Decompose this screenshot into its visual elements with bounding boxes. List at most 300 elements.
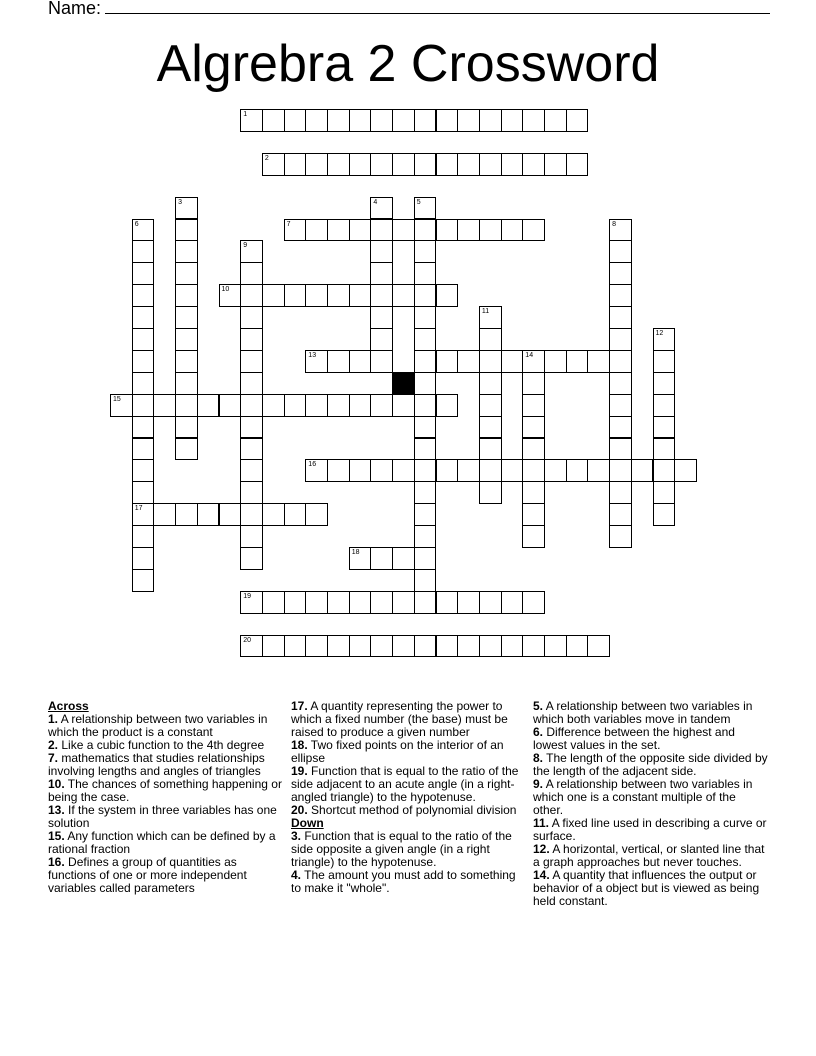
crossword-cell[interactable] xyxy=(479,394,502,417)
crossword-cell[interactable] xyxy=(544,350,567,373)
crossword-cell[interactable] xyxy=(609,416,632,439)
down-clue-list xyxy=(291,830,526,895)
crossword-cell[interactable] xyxy=(132,240,155,263)
crossword-cell[interactable] xyxy=(436,591,459,614)
clue-number: 18 xyxy=(351,549,360,556)
crossword-cell[interactable] xyxy=(153,503,176,526)
clue-text: mathematics that studies relationships involving lengths and angles of triangles xyxy=(48,751,265,778)
crossword-cell[interactable] xyxy=(609,240,632,263)
crossword-cell[interactable] xyxy=(262,394,285,417)
crossword-cell[interactable] xyxy=(414,153,437,176)
crossword-cell[interactable] xyxy=(414,219,437,242)
crossword-cell[interactable] xyxy=(175,240,198,263)
crossword-cell[interactable] xyxy=(414,394,437,417)
crossword-cell[interactable] xyxy=(370,240,393,263)
crossword-cell[interactable] xyxy=(327,459,350,482)
crossword-cell[interactable] xyxy=(457,350,480,373)
crossword-cell[interactable] xyxy=(609,459,632,482)
crossword-cell[interactable] xyxy=(132,394,155,417)
crossword-cell[interactable] xyxy=(414,284,437,307)
crossword-cell[interactable] xyxy=(370,591,393,614)
page-title: Algrebra 2 Crossword xyxy=(156,35,660,93)
crossword-cell[interactable] xyxy=(457,459,480,482)
crossword-cell[interactable] xyxy=(240,350,263,373)
crossword-cell[interactable] xyxy=(609,394,632,417)
crossword-cell[interactable] xyxy=(457,219,480,242)
crossword-cell[interactable] xyxy=(284,394,307,417)
crossword-cell[interactable] xyxy=(370,394,393,417)
clue-text: A fixed line used in describing a curve or surface. xyxy=(533,816,767,843)
clue-number: 8 xyxy=(612,220,616,228)
crossword-cell[interactable] xyxy=(132,284,155,307)
crossword-cell[interactable] xyxy=(175,372,198,395)
crossword-cell[interactable] xyxy=(414,372,437,395)
clue-number-label: 11. xyxy=(533,816,550,830)
crossword-cell[interactable] xyxy=(479,416,502,439)
crossword-cell[interactable] xyxy=(566,635,589,658)
crossword-cell[interactable] xyxy=(305,394,328,417)
crossword-cell[interactable] xyxy=(370,284,393,307)
crossword-cell[interactable] xyxy=(305,503,328,526)
clue-number: 3 xyxy=(178,198,182,206)
crossword-cell[interactable] xyxy=(414,591,437,614)
crossword-cell[interactable] xyxy=(414,438,437,461)
crossword-cell[interactable] xyxy=(609,262,632,285)
clue-number-label: 1. xyxy=(48,712,59,726)
down-heading: Down xyxy=(291,816,324,830)
crossword-cell[interactable] xyxy=(132,306,155,329)
crossword-cell[interactable] xyxy=(349,635,372,658)
crossword-cell[interactable] xyxy=(436,219,459,242)
crossword-cell[interactable] xyxy=(631,459,654,482)
crossword-cell[interactable] xyxy=(392,284,415,307)
crossword-cell[interactable] xyxy=(370,153,393,176)
crossword-cell[interactable] xyxy=(479,306,502,329)
crossword-cell[interactable] xyxy=(609,525,632,548)
clues-column-1 xyxy=(48,700,283,895)
clue-text: A relationship between two variables in which the product is a constant xyxy=(48,712,268,739)
crossword-cell[interactable] xyxy=(522,109,545,132)
crossword-cell[interactable] xyxy=(414,481,437,504)
crossword-cell[interactable] xyxy=(522,481,545,504)
crossword-cell[interactable] xyxy=(414,635,437,658)
crossword-cell[interactable] xyxy=(522,372,545,395)
crossword-cell[interactable] xyxy=(240,459,263,482)
crossword-cell[interactable] xyxy=(305,350,328,373)
crossword-cell[interactable] xyxy=(587,459,610,482)
crossword-cell[interactable] xyxy=(370,219,393,242)
crossword-cell[interactable] xyxy=(284,153,307,176)
clue-text: Two fixed points on the interior of an ellipse xyxy=(291,738,504,765)
crossword-cell[interactable] xyxy=(501,591,524,614)
crossword-cell[interactable] xyxy=(392,109,415,132)
crossword-cell[interactable] xyxy=(175,219,198,242)
crossword-cell[interactable] xyxy=(284,109,307,132)
crossword-cell[interactable] xyxy=(240,394,263,417)
clue-number-label: 16. xyxy=(48,855,65,869)
crossword-cell[interactable] xyxy=(609,372,632,395)
clue-number: 14 xyxy=(525,351,534,359)
crossword-cell[interactable] xyxy=(392,635,415,658)
crossword-cell[interactable] xyxy=(305,284,328,307)
across-heading: Across xyxy=(48,699,89,713)
clue-number: 16 xyxy=(308,461,317,469)
crossword-cell[interactable] xyxy=(609,503,632,526)
crossword-cell[interactable] xyxy=(653,394,676,417)
crossword-cell[interactable] xyxy=(653,481,676,504)
crossword-cell[interactable] xyxy=(175,438,198,461)
crossword-cell[interactable] xyxy=(609,306,632,329)
crossword-cell[interactable] xyxy=(479,635,502,658)
crossword-cell[interactable] xyxy=(544,459,567,482)
clue-number-label: 7. xyxy=(48,751,59,765)
crossword-cell[interactable] xyxy=(544,109,567,132)
crossword-cell[interactable] xyxy=(414,547,437,570)
crossword-cell[interactable] xyxy=(219,284,242,307)
crossword-cell[interactable] xyxy=(175,503,198,526)
crossword-cell[interactable] xyxy=(566,153,589,176)
crossword-cell[interactable] xyxy=(653,372,676,395)
crossword-cell[interactable] xyxy=(240,525,263,548)
crossword-cell[interactable] xyxy=(327,635,350,658)
crossword-cell[interactable] xyxy=(349,547,372,570)
across-clue xyxy=(48,778,283,804)
down-clue xyxy=(291,830,526,869)
crossword-cell[interactable] xyxy=(132,416,155,439)
crossword-cell[interactable] xyxy=(587,635,610,658)
crossword-cell[interactable] xyxy=(327,350,350,373)
crossword-cell[interactable] xyxy=(609,219,632,242)
crossword-cell[interactable] xyxy=(392,219,415,242)
crossword-cell[interactable] xyxy=(522,591,545,614)
clue-number-label: 15. xyxy=(48,829,65,843)
crossword-cell[interactable] xyxy=(392,459,415,482)
crossword-cell[interactable] xyxy=(370,328,393,351)
crossword-cell[interactable] xyxy=(501,635,524,658)
crossword-cell[interactable] xyxy=(132,569,155,592)
crossword-cell[interactable] xyxy=(175,197,198,220)
crossword-cell[interactable] xyxy=(305,591,328,614)
crossword-cell[interactable] xyxy=(132,328,155,351)
crossword-cell[interactable] xyxy=(653,350,676,373)
crossword-cell[interactable] xyxy=(305,109,328,132)
crossword-cell[interactable] xyxy=(479,459,502,482)
clue-text: Defines a group of quantities as functions of one or more independent variables called parameters xyxy=(48,855,247,895)
crossword-cell[interactable] xyxy=(327,284,350,307)
crossword-cell[interactable] xyxy=(284,284,307,307)
crossword-cell[interactable] xyxy=(414,569,437,592)
crossword-cell[interactable] xyxy=(609,328,632,351)
clue-text: Difference between the highest and lowest values in the set. xyxy=(533,725,735,752)
crossword-cell[interactable] xyxy=(457,153,480,176)
crossword-cell[interactable] xyxy=(132,262,155,285)
crossword-cell[interactable] xyxy=(132,459,155,482)
crossword-cell[interactable] xyxy=(240,372,263,395)
crossword-cell[interactable] xyxy=(479,372,502,395)
crossword-cell[interactable] xyxy=(436,153,459,176)
crossword-cell[interactable] xyxy=(392,153,415,176)
crossword-cell[interactable] xyxy=(349,153,372,176)
crossword-cell[interactable] xyxy=(132,481,155,504)
crossword-cell[interactable] xyxy=(370,306,393,329)
crossword-cell[interactable] xyxy=(305,219,328,242)
crossword-cell[interactable] xyxy=(587,350,610,373)
crossword-cell[interactable] xyxy=(305,153,328,176)
crossword-cell[interactable] xyxy=(132,372,155,395)
crossword-cell[interactable] xyxy=(414,525,437,548)
clue-number: 12 xyxy=(655,330,664,337)
crossword-cell[interactable] xyxy=(674,459,697,482)
crossword-cell[interactable] xyxy=(240,262,263,285)
crossword-cell[interactable] xyxy=(153,394,176,417)
down-clue xyxy=(533,752,768,778)
crossword-cell[interactable] xyxy=(262,635,285,658)
crossword-cell[interactable] xyxy=(609,350,632,373)
crossword-cell[interactable] xyxy=(370,635,393,658)
crossword-cell[interactable] xyxy=(609,481,632,504)
crossword-cell[interactable] xyxy=(370,109,393,132)
crossword-cell[interactable] xyxy=(327,219,350,242)
crossword-cell[interactable] xyxy=(132,547,155,570)
crossword-cell[interactable] xyxy=(414,240,437,263)
crossword-cell[interactable] xyxy=(479,350,502,373)
crossword-cell[interactable] xyxy=(349,219,372,242)
clue-number-label: 3. xyxy=(291,829,302,843)
crossword-cell[interactable] xyxy=(414,459,437,482)
across-clue-list xyxy=(48,713,283,895)
crossword-cell[interactable] xyxy=(544,635,567,658)
crossword-cell[interactable] xyxy=(392,394,415,417)
crossword-cell[interactable] xyxy=(349,591,372,614)
crossword-cell[interactable] xyxy=(349,284,372,307)
crossword-cell[interactable] xyxy=(414,416,437,439)
crossword-cell[interactable] xyxy=(414,503,437,526)
clue-text: If the system in three variables has one solution xyxy=(48,803,277,830)
down-clue xyxy=(533,869,768,908)
crossword-cell[interactable] xyxy=(240,328,263,351)
crossword-cell[interactable] xyxy=(653,503,676,526)
crossword-cell[interactable] xyxy=(457,591,480,614)
crossword-cell[interactable] xyxy=(501,219,524,242)
crossword-cell[interactable] xyxy=(566,350,589,373)
crossword-cell[interactable] xyxy=(197,503,220,526)
crossword-cell[interactable] xyxy=(609,284,632,307)
crossword-cell[interactable] xyxy=(132,438,155,461)
crossword-cell[interactable] xyxy=(349,394,372,417)
crossword-cell[interactable] xyxy=(349,459,372,482)
crossword-cell[interactable] xyxy=(240,591,263,614)
crossword-cell[interactable] xyxy=(132,219,155,242)
clue-number-label: 14. xyxy=(533,868,550,882)
crossword-cell[interactable] xyxy=(653,459,676,482)
crossword-cell[interactable] xyxy=(522,635,545,658)
crossword-cell[interactable] xyxy=(566,459,589,482)
crossword-cell[interactable] xyxy=(653,438,676,461)
clue-text: A relationship between two variables in which both variables move in tandem xyxy=(533,699,753,726)
clue-number: 19 xyxy=(243,592,251,600)
crossword-cell[interactable] xyxy=(219,394,242,417)
crossword-cell[interactable] xyxy=(370,459,393,482)
clue-number-label: 5. xyxy=(533,699,544,713)
crossword-cell[interactable] xyxy=(392,547,415,570)
crossword-cell[interactable] xyxy=(436,109,459,132)
clue-number-label: 12. xyxy=(533,842,550,856)
crossword-cell[interactable] xyxy=(197,394,220,417)
crossword-cell[interactable] xyxy=(327,591,350,614)
across-clue-list-continued xyxy=(291,700,526,817)
crossword-cell[interactable] xyxy=(132,350,155,373)
crossword-cell[interactable] xyxy=(436,459,459,482)
crossword-cell[interactable] xyxy=(522,219,545,242)
across-clue xyxy=(291,804,526,817)
clue-text: A horizontal, vertical, or slanted line that a graph approaches but never touches. xyxy=(533,842,765,869)
crossword-cell[interactable] xyxy=(110,394,133,417)
clue-number-label: 10. xyxy=(48,777,65,791)
crossword-cell[interactable] xyxy=(457,109,480,132)
crossword-cell[interactable] xyxy=(240,503,263,526)
crossword-cell[interactable] xyxy=(175,328,198,351)
crossword-cell[interactable] xyxy=(479,328,502,351)
crossword-cell[interactable] xyxy=(240,240,263,263)
crossword-cell[interactable] xyxy=(175,394,198,417)
crossword-cell[interactable] xyxy=(240,635,263,658)
clue-text: The amount you must add to something to make it "whole". xyxy=(291,868,516,895)
crossword-cell[interactable] xyxy=(305,459,328,482)
crossword-cell[interactable] xyxy=(653,328,676,351)
clue-number: 15 xyxy=(113,395,121,403)
down-clue xyxy=(533,843,768,869)
crossword-cell[interactable] xyxy=(479,438,502,461)
crossword-cell[interactable] xyxy=(414,306,437,329)
crossword-cell[interactable] xyxy=(501,153,524,176)
crossword-cell[interactable] xyxy=(262,153,285,176)
crossword-cell[interactable] xyxy=(327,153,350,176)
crossword-cell[interactable] xyxy=(479,591,502,614)
crossword-cell[interactable] xyxy=(175,262,198,285)
clue-number: 7 xyxy=(286,220,291,228)
crossword-cell[interactable] xyxy=(479,481,502,504)
clue-number-label: 17. xyxy=(291,699,308,713)
crossword-cell[interactable] xyxy=(240,109,263,132)
crossword-cell[interactable] xyxy=(284,591,307,614)
crossword-cell[interactable] xyxy=(132,503,155,526)
crossword-cell[interactable] xyxy=(414,262,437,285)
crossword-cell[interactable] xyxy=(522,459,545,482)
crossword-cell[interactable] xyxy=(414,109,437,132)
crossword-cell[interactable] xyxy=(479,153,502,176)
clue-text: Shortcut method of polynomial division xyxy=(307,803,517,817)
crossword-cell[interactable] xyxy=(436,284,459,307)
crossword-cell[interactable] xyxy=(392,591,415,614)
clue-number: 2 xyxy=(264,154,269,162)
crossword-cell[interactable] xyxy=(219,503,242,526)
crossword-cell[interactable] xyxy=(370,197,393,220)
crossword-cell[interactable] xyxy=(284,635,307,658)
down-clue xyxy=(533,726,768,752)
crossword-cell[interactable] xyxy=(522,438,545,461)
crossword-cell[interactable] xyxy=(240,481,263,504)
crossword-cell[interactable] xyxy=(240,416,263,439)
clue-number-label: 4. xyxy=(291,868,302,882)
crossword-cell[interactable] xyxy=(457,635,480,658)
crossword-cell[interactable] xyxy=(349,350,372,373)
crossword-cell[interactable] xyxy=(522,503,545,526)
crossword-cell[interactable] xyxy=(175,350,198,373)
crossword-cell[interactable] xyxy=(501,350,524,373)
crossword-cell[interactable] xyxy=(175,416,198,439)
crossword-cell[interactable] xyxy=(436,350,459,373)
crossword-cell[interactable] xyxy=(305,635,328,658)
crossword-cell[interactable] xyxy=(544,153,567,176)
crossword-cell[interactable] xyxy=(522,416,545,439)
crossword-cell[interactable] xyxy=(436,394,459,417)
across-clue xyxy=(291,765,526,804)
crossword-cell[interactable] xyxy=(175,284,198,307)
crossword-cell[interactable] xyxy=(240,306,263,329)
crossword-cell[interactable] xyxy=(262,109,285,132)
crossword-cell[interactable] xyxy=(522,394,545,417)
crossword-cell[interactable] xyxy=(566,109,589,132)
crossword-cell[interactable] xyxy=(609,438,632,461)
crossword-cell[interactable] xyxy=(175,306,198,329)
crossword-cell[interactable] xyxy=(240,438,263,461)
clue-text: Function that is equal to the ratio of the side opposite a given angle (in a right triangle) to the hypotenuse. xyxy=(291,829,512,869)
crossword-cell[interactable] xyxy=(436,635,459,658)
crossword-cell[interactable] xyxy=(479,219,502,242)
crossword-cell[interactable] xyxy=(370,547,393,570)
crossword-cell[interactable] xyxy=(240,284,263,307)
across-clue xyxy=(291,739,526,765)
crossword-cell[interactable] xyxy=(262,591,285,614)
crossword-cell[interactable] xyxy=(284,503,307,526)
crossword-cell[interactable] xyxy=(414,350,437,373)
crossword-cell[interactable] xyxy=(653,416,676,439)
crossword-cell[interactable] xyxy=(501,109,524,132)
black-square xyxy=(392,372,415,395)
crossword-cell[interactable] xyxy=(522,525,545,548)
clue-number: 20 xyxy=(243,636,251,644)
crossword-cell[interactable] xyxy=(414,197,437,220)
crossword-cell[interactable] xyxy=(479,109,502,132)
down-clue xyxy=(291,869,526,895)
down-clue xyxy=(533,700,768,726)
crossword-cell[interactable] xyxy=(370,350,393,373)
crossword-cell[interactable] xyxy=(262,284,285,307)
clues-column-2 xyxy=(291,700,526,895)
crossword-cell[interactable] xyxy=(501,459,524,482)
clue-text: The chances of something happening or being the case. xyxy=(48,777,282,804)
crossword-cell[interactable] xyxy=(327,394,350,417)
clue-number: 10 xyxy=(221,286,230,294)
crossword-cell[interactable] xyxy=(240,547,263,570)
clue-text: A quantity representing the power to which a fixed number (the base) must be raised to produce a given number xyxy=(291,699,508,739)
crossword-cell[interactable] xyxy=(284,219,307,242)
crossword-cell[interactable] xyxy=(349,109,372,132)
crossword-cell[interactable] xyxy=(414,328,437,351)
crossword-cell[interactable] xyxy=(522,350,545,373)
clues-column-3 xyxy=(533,700,768,908)
crossword-cell[interactable] xyxy=(522,153,545,176)
down-clue-list-continued xyxy=(533,700,768,908)
crossword-cell[interactable] xyxy=(327,109,350,132)
across-clue xyxy=(48,804,283,830)
clue-number: 1 xyxy=(243,111,248,118)
crossword-cell[interactable] xyxy=(370,262,393,285)
crossword-cell[interactable] xyxy=(132,525,155,548)
clue-number: 5 xyxy=(416,198,421,206)
name-label: Name: xyxy=(48,0,102,18)
crossword-cell[interactable] xyxy=(262,503,285,526)
